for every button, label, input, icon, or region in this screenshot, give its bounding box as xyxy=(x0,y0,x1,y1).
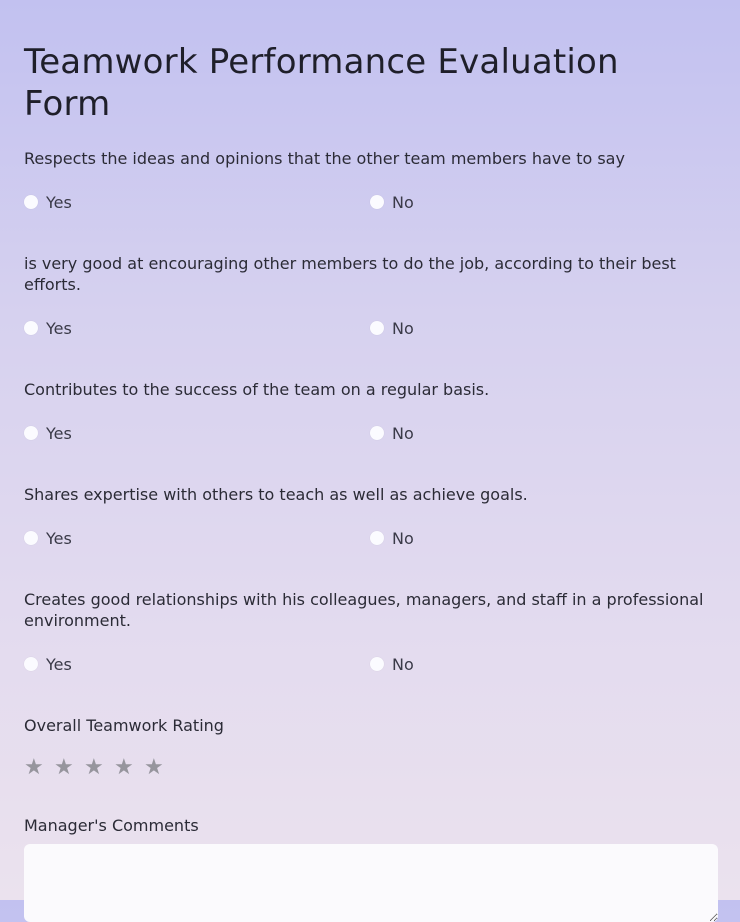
question-label: is very good at encouraging other members to do the job, according to their best efforts. xyxy=(24,254,676,294)
radio-group xyxy=(24,422,716,444)
question-label: Contributes to the success of the team on a regular basis. xyxy=(24,380,490,399)
radio-button[interactable] xyxy=(370,321,384,335)
question-5 xyxy=(24,589,716,675)
radio-group xyxy=(24,317,716,339)
option-label: Yes xyxy=(46,192,72,212)
option-label: Yes xyxy=(46,318,72,338)
radio-button[interactable] xyxy=(24,657,38,671)
radio-option-yes[interactable] xyxy=(24,193,370,212)
radio-option-yes[interactable] xyxy=(24,655,370,674)
option-label: No xyxy=(392,192,414,212)
star-rating[interactable] xyxy=(24,757,716,779)
radio-option-no[interactable] xyxy=(370,529,716,548)
question-1 xyxy=(24,148,716,213)
radio-option-yes[interactable] xyxy=(24,319,370,338)
question-3 xyxy=(24,379,716,444)
option-label: Yes xyxy=(46,528,72,548)
manager-comments-input[interactable] xyxy=(24,844,718,922)
radio-option-no[interactable] xyxy=(370,319,716,338)
radio-button[interactable] xyxy=(24,426,38,440)
option-label: Yes xyxy=(46,654,72,674)
option-label: No xyxy=(392,654,414,674)
radio-option-yes[interactable] xyxy=(24,424,370,443)
radio-group xyxy=(24,653,716,675)
radio-button[interactable] xyxy=(24,531,38,545)
radio-option-no[interactable] xyxy=(370,424,716,443)
question-4 xyxy=(24,484,716,549)
question-label: Creates good relationships with his colleagues, managers, and staff in a professional environment. xyxy=(24,590,704,630)
question-2 xyxy=(24,253,716,339)
radio-button[interactable] xyxy=(24,321,38,335)
star-icon[interactable]: ★ xyxy=(114,755,134,780)
radio-option-yes[interactable] xyxy=(24,529,370,548)
option-label: No xyxy=(392,318,414,338)
star-icon[interactable]: ★ xyxy=(24,755,44,780)
radio-button[interactable] xyxy=(24,195,38,209)
radio-button[interactable] xyxy=(370,426,384,440)
radio-option-no[interactable] xyxy=(370,193,716,212)
radio-button[interactable] xyxy=(370,195,384,209)
radio-option-no[interactable] xyxy=(370,655,716,674)
radio-group xyxy=(24,527,716,549)
page-title: Teamwork Performance Evaluation Form xyxy=(24,42,619,124)
option-label: Yes xyxy=(46,423,72,443)
comments-label: Manager's Comments xyxy=(24,816,199,835)
rating-label: Overall Teamwork Rating xyxy=(24,716,224,735)
star-icon[interactable]: ★ xyxy=(84,755,104,780)
option-label: No xyxy=(392,528,414,548)
radio-button[interactable] xyxy=(370,657,384,671)
option-label: No xyxy=(392,423,414,443)
question-label: Respects the ideas and opinions that the other team members have to say xyxy=(24,149,625,168)
radio-group xyxy=(24,191,716,213)
star-icon[interactable]: ★ xyxy=(54,755,74,780)
radio-button[interactable] xyxy=(370,531,384,545)
question-label: Shares expertise with others to teach as well as achieve goals. xyxy=(24,485,528,504)
star-icon[interactable]: ★ xyxy=(144,755,164,780)
